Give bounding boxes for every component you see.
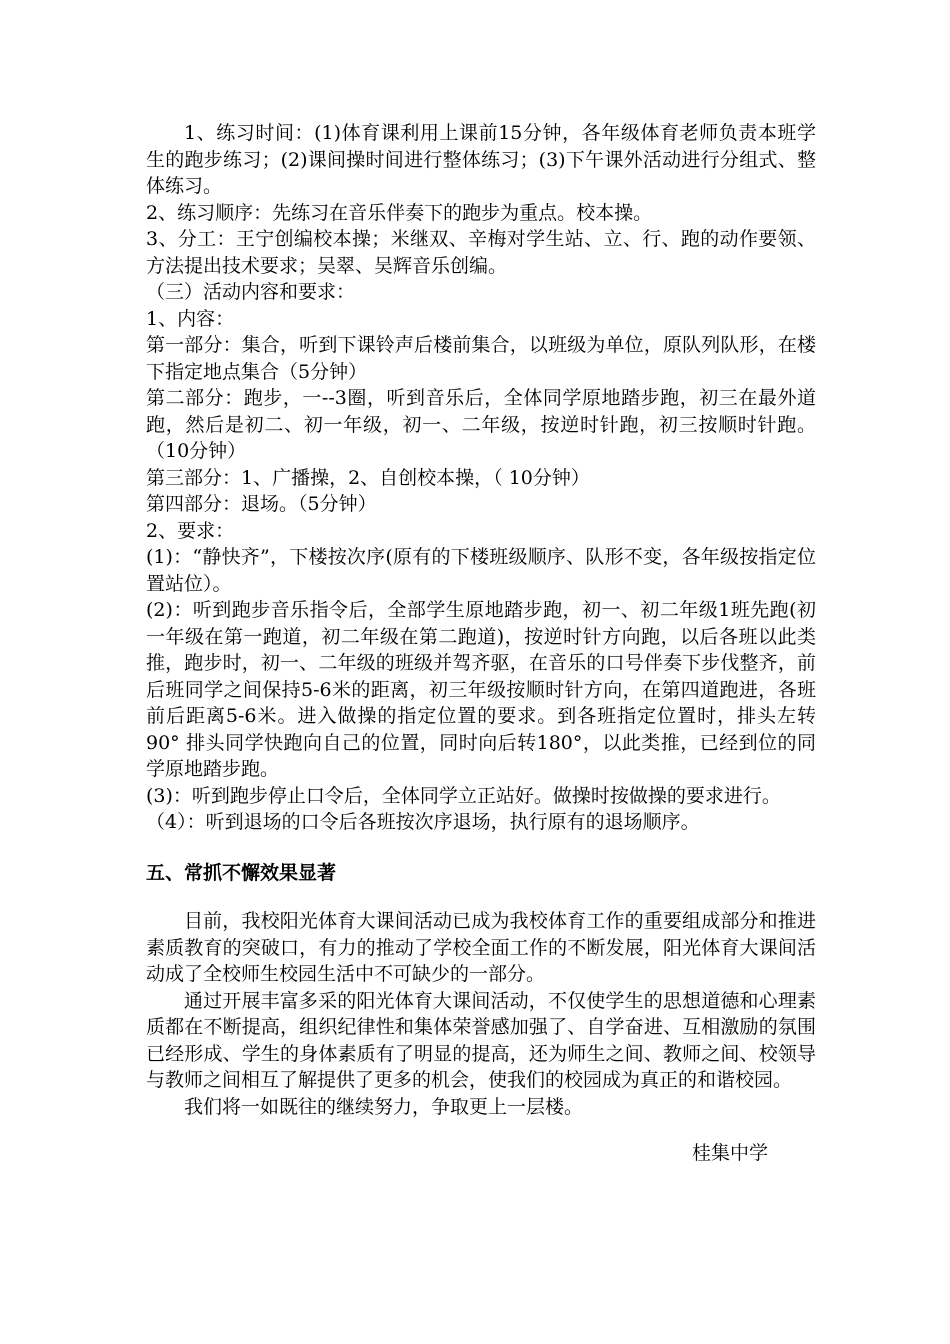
paragraph: 1、练习时间：(1)体育课利用上课前15分钟，各年级体育老师负责本班学生的跑步练习；(2)课间操时间进行整体练习；(3)下午课外活动进行分组式、整体练习。 <box>146 122 816 197</box>
paragraph: 目前，我校阳光体育大课间活动已成为我校体育工作的重要组成部分和推进素质教育的突破口，有力的推动了学校全面工作的不断发展，阳光体育大课间活动成了全校师生校园生活中不可缺少的一部分。 <box>146 910 816 985</box>
section-heading: 五、常抓不懈效果显著 <box>146 861 337 884</box>
paragraph: （三）活动内容和要求： <box>146 281 356 303</box>
activity-requirements-section <box>146 120 816 836</box>
paragraph: (1)：“静快齐”，下楼按次序(原有的下楼班级顺序、队形不变，各年级按指定位置站位）。 <box>146 546 816 595</box>
paragraph: 3、分工：王宁创编校本操；米继双、辛梅对学生站、立、行、跑的动作要领、方法提出技术要求；吴翠、吴辉音乐创编。 <box>146 228 816 277</box>
signature: 桂集中学 <box>691 1142 768 1164</box>
paragraph: (3)：听到跑步停止口令后，全体同学立正站好。做操时按做操的要求进行。 <box>146 784 781 807</box>
paragraph: （4）：听到退场的口令后各班按次序退场，执行原有的退场顺序。 <box>146 811 700 833</box>
paragraph: 1、内容： <box>146 307 235 330</box>
paragraph: 2、练习顺序：先练习在音乐伴奏下的跑步为重点。校本操。 <box>146 201 653 224</box>
paragraph: 2、要求： <box>146 519 235 542</box>
paragraph: 第二部分：跑步，一--3圈，听到音乐后，全体同学原地踏步跑，初三在最外道跑，然后是初二、初一年级，初一、二年级，按逆时针跑，初三按顺时针跑。（10分钟） <box>146 387 816 462</box>
paragraph: 第一部分：集合，听到下课铃声后楼前集合，以班级为单位，原队列队形，在楼下指定地点集合（5分钟） <box>146 334 816 383</box>
paragraph: 我们将一如既往的继续努力，争取更上一层楼。 <box>184 1095 584 1118</box>
paragraph: 通过开展丰富多采的阳光体育大课间活动，不仅使学生的思想道德和心理素质都在不断提高，组织纪律性和集体荣誉感加强了、自学奋进、互相激励的氛围已经形成、学生的身体素质有了明显的提高，还为师生之间、教师之间、校领导与教师之间相互了解提供了更多的机会，使我们的校园成为真正的和谐校园。 <box>146 989 816 1091</box>
document-body <box>146 120 816 1167</box>
paragraph: (2)：听到跑步音乐指令后，全部学生原地踏步跑，初一、初二年级1班先跑(初一年级在第一跑道，初二年级在第二跑道)，按逆时针方向跑，以后各班以此类推，跑步时，初一、二年级的班级并驾齐驱，在音乐的口号伴奏下步伐整齐，前后班同学之间保持5-6米的距离，初三年级按顺时针方向，在第四道跑进，各班前后距离5-6米。进入做操的指定位置的要求。到各班指定位置时，排头左转90° 排头同学快跑向自己的位置，同时向后转180°，以此类推，已经到位的同学原地踏步跑。 <box>146 599 816 780</box>
paragraph: 第三部分：1、广播操，2、自创校本操，（ 10分钟） <box>146 466 590 489</box>
paragraph: 第四部分：退场。（5分钟） <box>146 493 377 515</box>
results-section <box>146 908 816 1120</box>
